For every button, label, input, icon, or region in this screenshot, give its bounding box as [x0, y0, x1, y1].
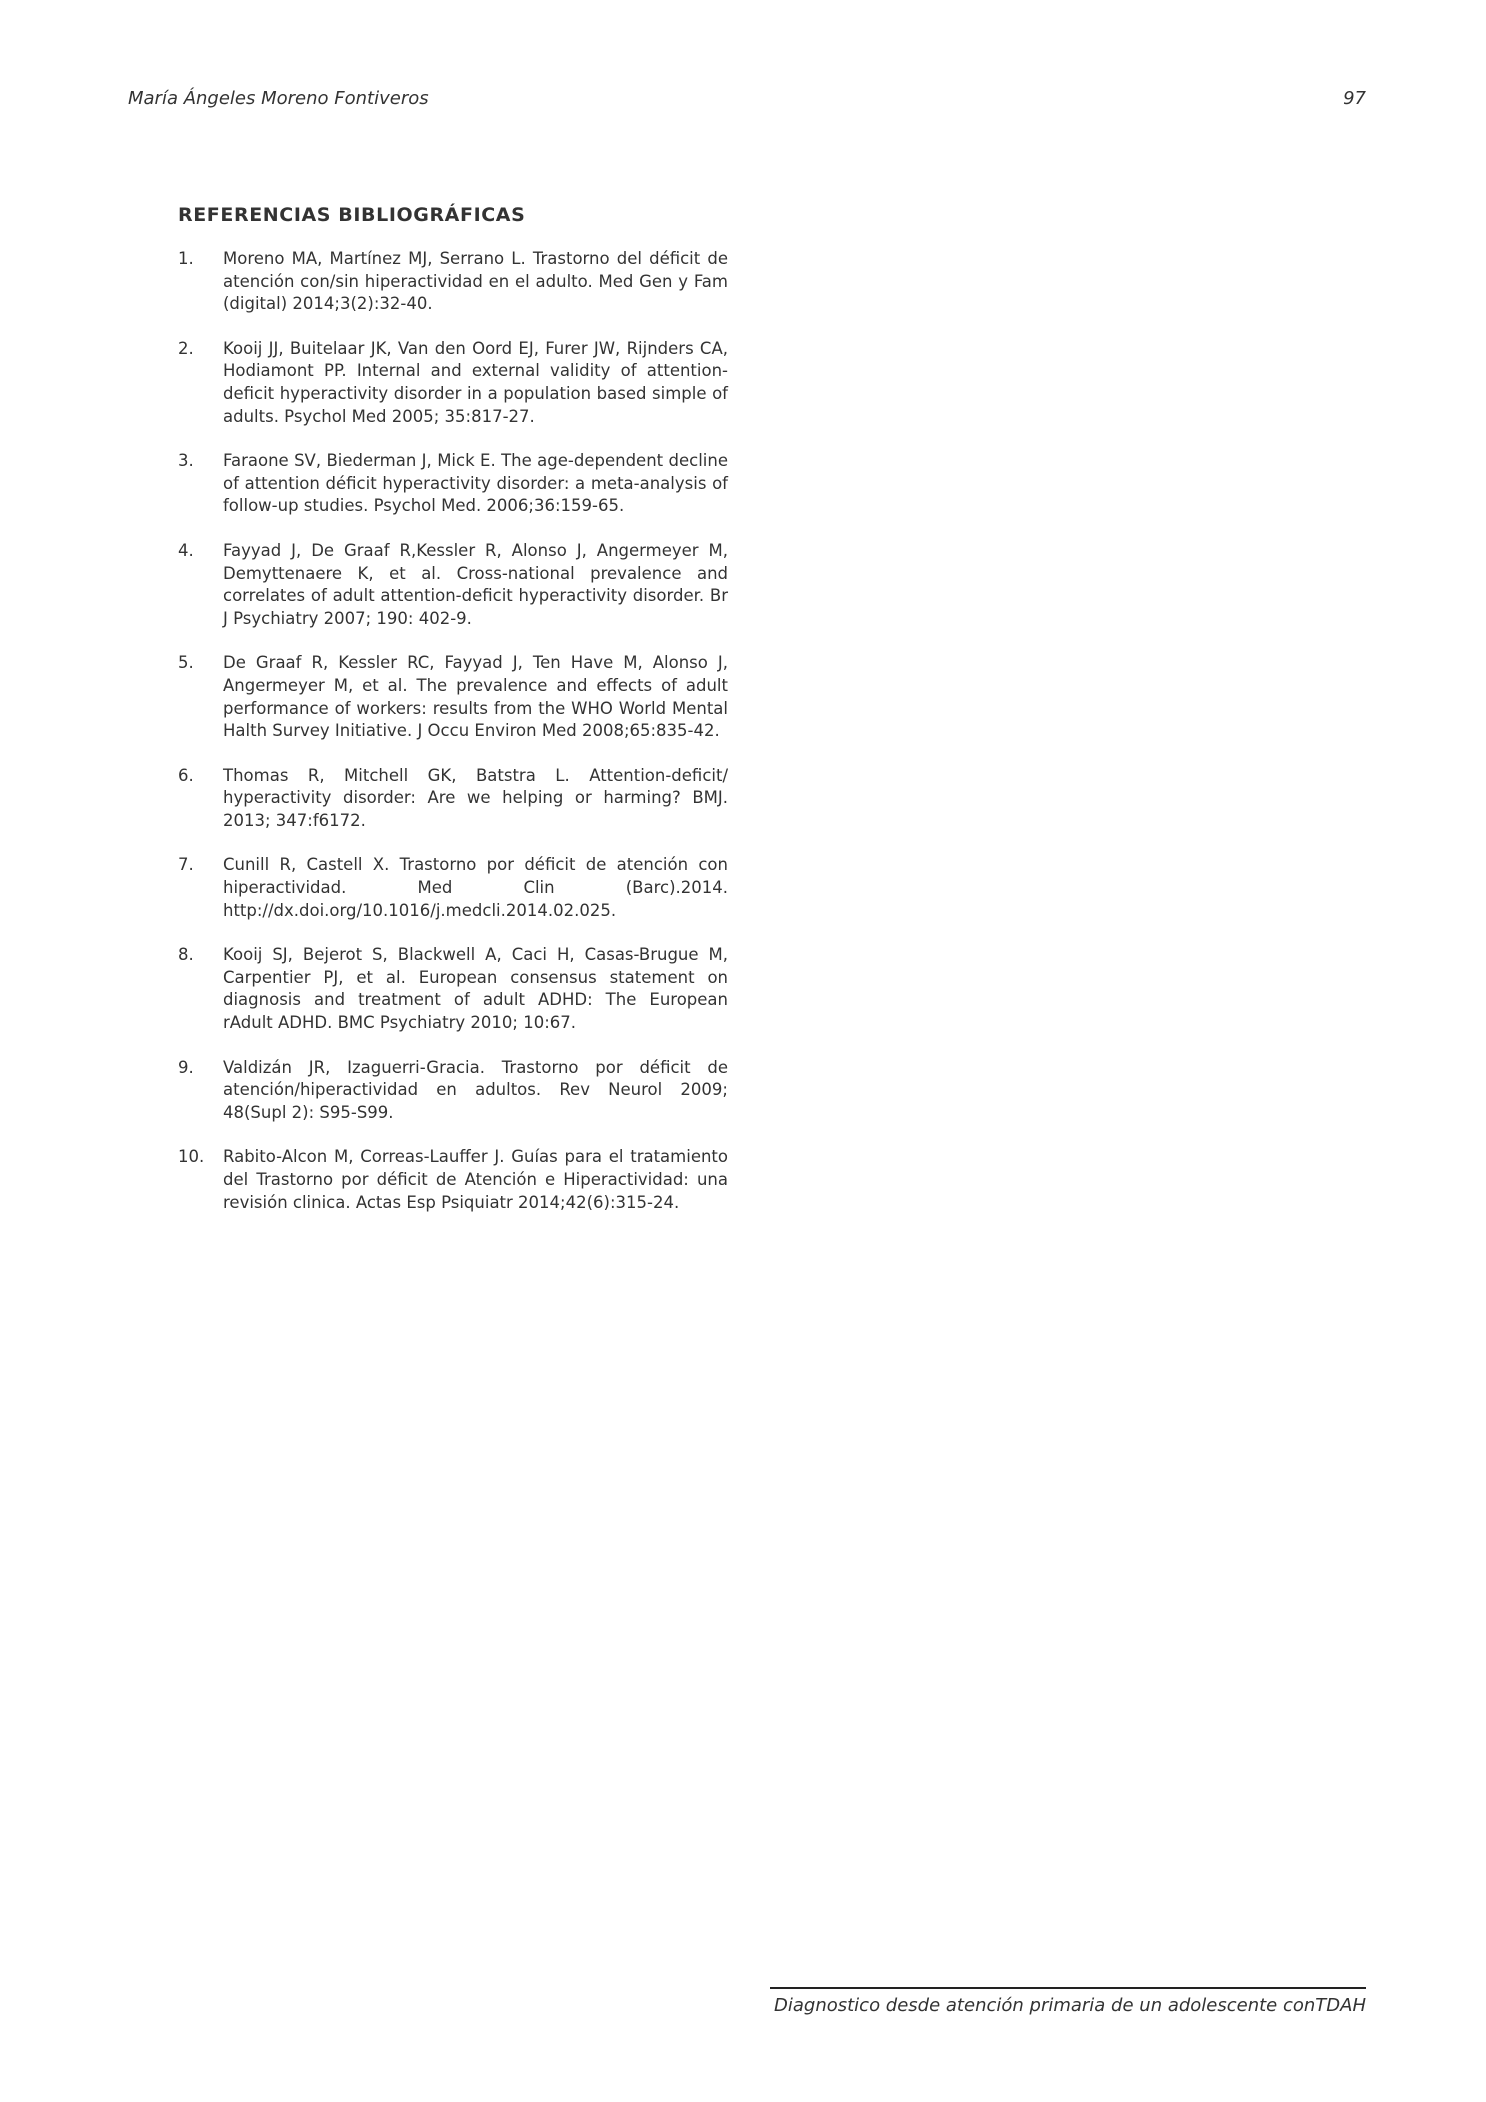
reference-item: [178, 652, 728, 742]
reference-number: 9.: [178, 1057, 194, 1077]
reference-number: 3.: [178, 451, 194, 471]
reference-number: 4.: [178, 540, 194, 560]
reference-text: Thomas R, Mitchell GK, Batstra L. Attention-deficit/ hyperactivity disorder: Are we helping or harming? BMJ. 2013; 347:f6172.: [223, 765, 728, 830]
reference-text: Faraone SV, Biederman J, Mick E. The age-dependent decline of attention déficit hyperactivity disorder: a meta-analysis of follow-up studies. Psychol Med. 2006;36:159-65.: [223, 451, 728, 516]
references-heading: REFERENCIAS BIBLIOGRÁFICAS: [178, 204, 526, 226]
reference-number: 1.: [178, 249, 194, 268]
running-header-author: María Ángeles Moreno Fontiveros: [128, 88, 429, 109]
reference-text: Valdizán JR, Izaguerri-Gracia. Trastorno por déficit de atención/hiperactividad en adultos. Rev Neurol 2009; 48(Supl 2): S95-S99.: [223, 1057, 728, 1122]
reference-item: [178, 1146, 728, 1214]
reference-item: [178, 944, 728, 1034]
running-footer-title: Diagnostico desde atención primaria de un adolescente conTDAH: [774, 1995, 1366, 2016]
reference-text: Moreno MA, Martínez MJ, Serrano L. Trastorno del déficit de atención con/sin hiperactividad en el adulto. Med Gen y Fam (digital) 2014;3(2):32-40.: [223, 249, 728, 314]
reference-item: [178, 1057, 728, 1125]
reference-number: 8.: [178, 945, 194, 965]
reference-text: Fayyad J, De Graaf R,Kessler R, Alonso J, Angermeyer M, Demyttenaere K, et al. Cross-national prevalence and correlates of adult attention-deficit hyperactivity disorder. Br J Psychiatry 2007; 190: 402-9.: [223, 540, 728, 628]
reference-item: [178, 338, 728, 428]
reference-number: 6.: [178, 765, 194, 785]
reference-number: 2.: [178, 338, 194, 358]
reference-item: [178, 450, 728, 518]
reference-text: Cunill R, Castell X. Trastorno por déficit de atención con hiperactividad. Med Clin (Barc).2014. http://dx.doi.org/10.1016/j.medcli.2014.02.025.: [223, 855, 728, 920]
footer-divider: [770, 1987, 1366, 1989]
reference-list: [178, 248, 728, 1214]
reference-text: Rabito-Alcon M, Correas-Lauffer J. Guías para el tratamiento del Trastorno por déficit de Atención e Hiperactividad: una revisión clinica. Actas Esp Psiquiatr 2014;42(6):315-24.: [223, 1147, 728, 1212]
reference-number: 5.: [178, 653, 194, 673]
reference-item: [178, 765, 728, 833]
references-section: [178, 204, 728, 1236]
reference-number: 7.: [178, 855, 194, 875]
page-number: 97: [1343, 88, 1366, 109]
reference-number: 10.: [178, 1147, 205, 1167]
reference-text: De Graaf R, Kessler RC, Fayyad J, Ten Have M, Alonso J, Angermeyer M, et al. The prevalence and effects of adult performance of workers: results from the WHO World Mental Halth Survey Initiative. J Occu Environ Med 2008;65:835-42.: [223, 653, 728, 741]
reference-text: Kooij JJ, Buitelaar JK, Van den Oord EJ, Furer JW, Rijnders CA, Hodiamont PP. Internal and external validity of attention-deficit hyperactivity disorder in a population based simple of adults. Psychol Med 2005; 35:817-27.: [223, 338, 728, 426]
reference-item: [178, 248, 728, 316]
reference-text: Kooij SJ, Bejerot S, Blackwell A, Caci H, Casas-Brugue M, Carpentier PJ, et al. European consensus statement on diagnosis and treatment of adult ADHD: The European rAdult ADHD. BMC Psychiatry 2010; 10:67.: [223, 945, 728, 1033]
reference-item: [178, 540, 728, 630]
reference-item: [178, 854, 728, 922]
